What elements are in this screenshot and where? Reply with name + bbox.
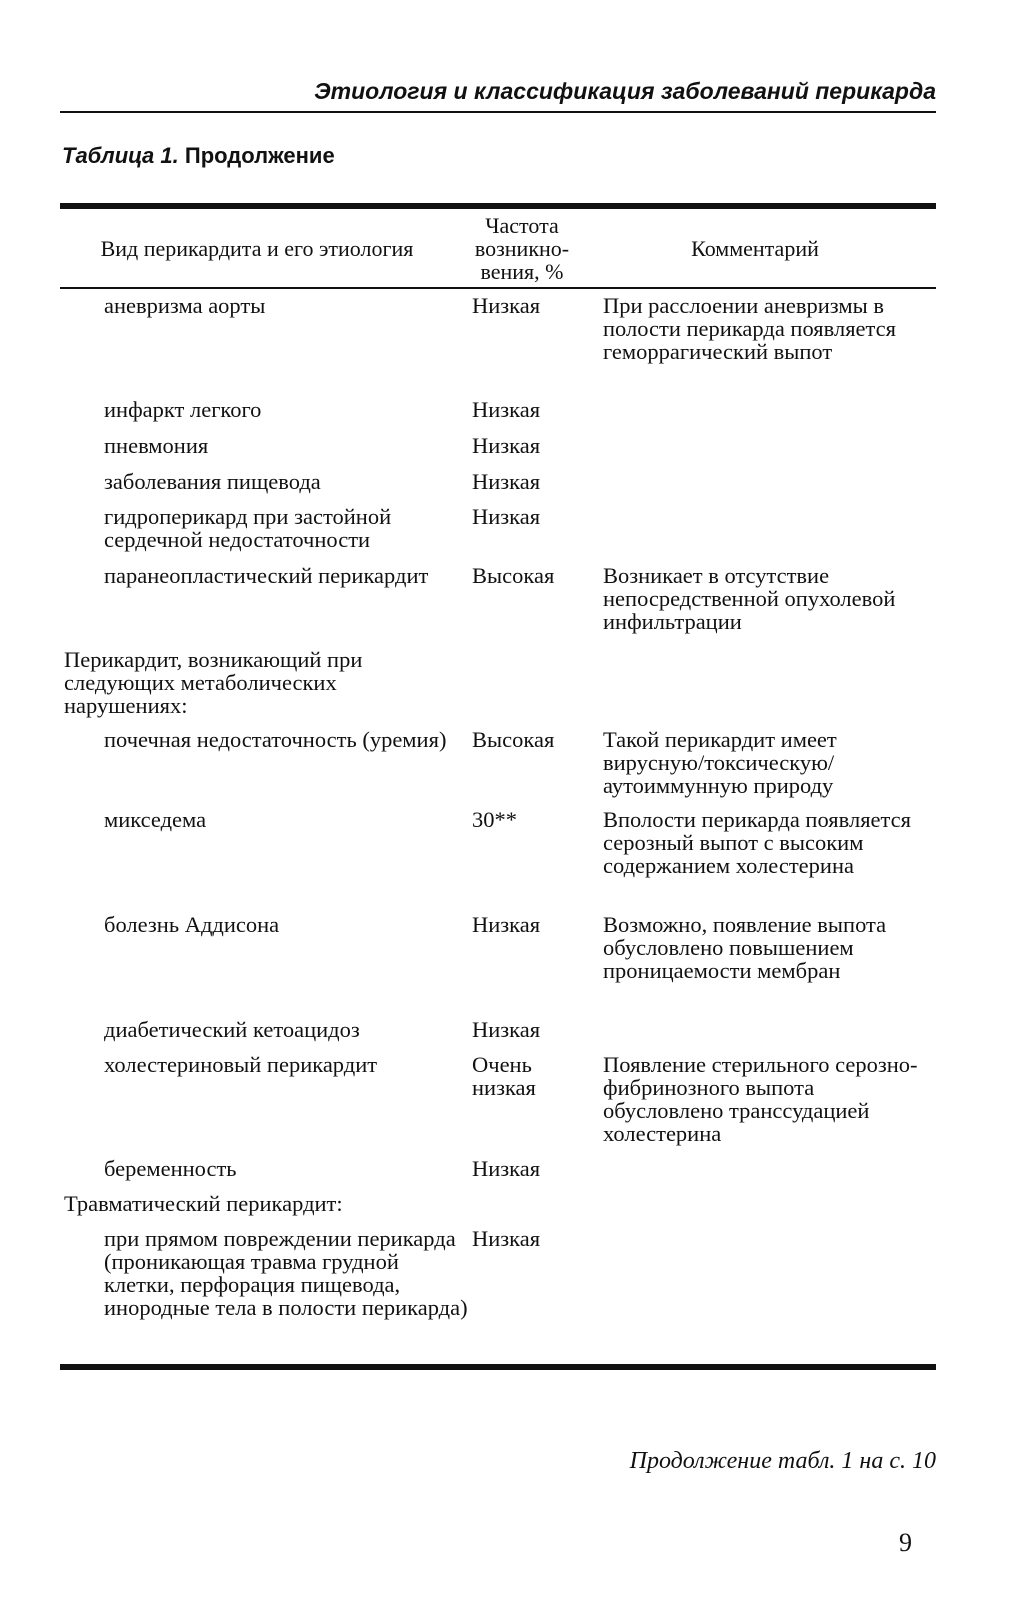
frequency-cell: Высокая [472,727,555,752]
table-caption-label: Таблица 1. [62,143,179,168]
etiology-cell: инфаркт легкого [104,397,262,422]
etiology-cell: микседема [104,807,207,832]
page-number: 9 [899,1528,912,1557]
frequency-cell: Низкая [472,293,541,318]
etiology-cell: паранеопластический перикардит [104,563,429,588]
etiology-cell: почечная недостаточность (уремия) [104,727,447,752]
table-caption-text: Продолжение [184,143,335,168]
running-head: Этиология и классификация заболеваний перикарда [314,78,936,104]
continuation-note: Продолжение табл. 1 на с. 10 [629,1448,936,1474]
frequency-cell: Очень низкая [472,1052,536,1100]
etiology-cell: беременность [104,1156,237,1181]
etiology-cell: аневризма аорты [104,293,266,318]
etiology-cell: болезнь Аддисона [104,912,280,937]
comment-cell: Появление стерильного серозно-фибринозного выпота обусловлено транссудацией холестерина [603,1052,918,1146]
etiology-cell: диабетический кетоацидоз [104,1017,360,1042]
frequency-cell: Высокая [472,563,555,588]
group-heading: Травматический перикардит: [64,1191,343,1216]
group-heading: Перикардит, возникающий при следующих метаболических нарушениях: [64,647,363,718]
header-frequency: Частота возникно-вения, % [474,213,570,284]
etiology-cell: при прямом повреждении перикарда (проникающая травма грудной клетки, перфорация пищевода, инородные тела в полости перикарда) [104,1226,468,1320]
comment-cell: Такой перикардит имеет вирусную/токсическую/ аутоиммунную природу [603,727,837,798]
comment-cell: Возникает в отсутствие непосредственной опухолевой инфильтрации [603,563,896,634]
frequency-cell: Низкая [472,1017,541,1042]
frequency-cell: Низкая [472,397,541,422]
frequency-cell: Низкая [472,504,541,529]
comment-cell: Вполости перикарда появляется серозный выпот с высоким содержанием холестерина [603,807,911,878]
table-bottom-rule [60,1364,936,1370]
etiology-cell: пневмония [104,433,209,458]
etiology-cell: заболевания пищевода [104,469,321,494]
frequency-cell: Низкая [472,469,541,494]
frequency-cell: Низкая [472,912,541,937]
running-head-rule [60,111,936,113]
comment-cell: Возможно, появление выпота обусловлено повышением проницаемости мембран [603,912,887,983]
frequency-cell: Низкая [472,1156,541,1181]
frequency-cell: Низкая [472,433,541,458]
header-comment: Комментарий [691,236,819,261]
table-top-rule [60,203,936,209]
comment-cell: При расслоении аневризмы в полости перикарда появляется геморрагический выпот [603,293,896,364]
frequency-cell: Низкая [472,1226,541,1251]
table-header-rule [60,287,936,289]
frequency-cell: 30** [472,807,517,832]
etiology-cell: холестериновый перикардит [104,1052,378,1077]
header-etiology: Вид перикардита и его этиология [100,236,414,261]
etiology-cell: гидроперикард при застойной сердечной недостаточности [104,504,392,552]
table-caption [62,143,335,169]
